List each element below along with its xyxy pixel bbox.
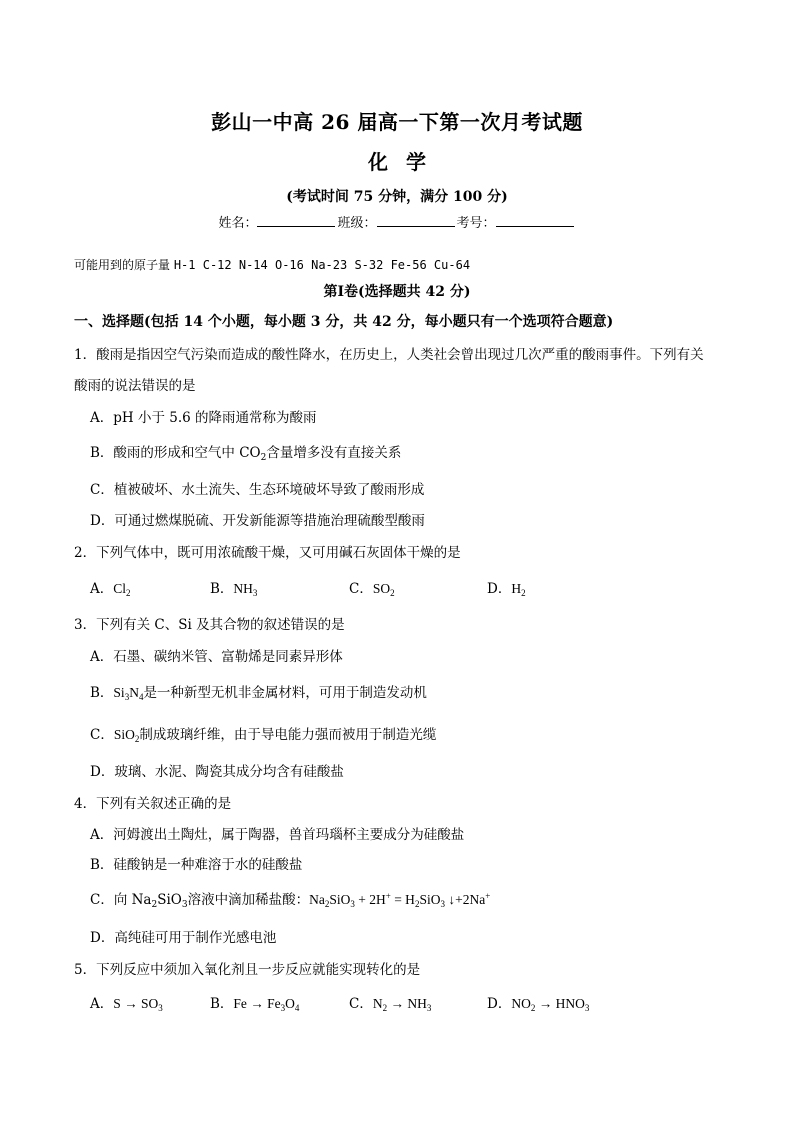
q1-b-sub: 2 [260,453,267,463]
atomic-masses-label: 可能用到的原子量 [74,258,174,272]
q4-eq-sub2: 3 [350,899,355,909]
q3-b-post: 是一种新型无机非金属材料，可用于制造发动机 [143,685,427,701]
q3-c-label: C． [90,727,114,743]
q5-option-b [210,992,299,1012]
q3-b-formula1: Si [113,685,125,700]
q3-stem: 3．下列有关 C、Si 及其合物的叙述错误的是 [74,617,345,633]
q3-c-sub: 2 [134,734,140,744]
q2-b-formula: NH [233,581,253,596]
q4-c-sub1: 2 [151,900,158,910]
q4-c-mid1: SiO [157,892,182,908]
q3-option-a: A．石墨、碳纳米管、富勒烯是同素异形体 [90,649,343,665]
q1-option-a: A．pH 小于 5.6 的降雨通常称为酸雨 [90,410,317,426]
q5-d-sub2: 3 [584,1003,590,1013]
q5-a-formula: S → SO [113,996,159,1011]
q3-b-label: B． [90,685,114,701]
q5-stem: 5．下列反应中须加入氧化剂且一步反应就能实现转化的是 [74,962,421,978]
q2-option-c [349,577,395,597]
q2-a-sub: 2 [126,588,131,598]
q4-option-b: B．硅酸钠是一种难溶于水的硅酸盐 [90,857,303,873]
q5-option-a [90,992,163,1012]
q2-a-label: A． [90,581,114,597]
q4-eq-sub1: 2 [324,899,330,909]
q2-a-formula: Cl [113,581,127,596]
q2-option-d [487,577,526,597]
q5-b-sub2: 4 [294,1003,300,1013]
section-title: 一、选择题(包括 14 个小题，每小题 3 分，共 42 分，每小题只有一个选项符合题意) [74,314,614,330]
q4-eq-sup1: + [385,891,391,901]
q3-b-formula2: N [129,685,139,700]
q2-b-label: B． [210,581,234,597]
q1-option-b [90,441,401,461]
q2-d-label: D． [487,581,512,597]
q1-b-pre: B．酸雨的形成和空气中 CO [90,445,261,461]
q4-c-mid2: 溶液中滴加稀盐酸： [187,892,310,908]
name-label: 姓名： [218,216,258,231]
q5-c-label: C． [349,996,373,1012]
atomic-masses [74,256,470,273]
q5-d-formula2: → HNO [535,996,585,1011]
q5-option-d [487,992,589,1012]
q2-c-label: C． [349,581,373,597]
q5-b-formula2: O [285,996,295,1011]
class-label: 班级： [337,216,377,231]
q4-c-equation [309,892,490,907]
q5-d-sub1: 2 [530,1003,536,1013]
q4-eq-sub4: 3 [440,899,445,909]
q5-option-c [349,992,431,1012]
q4-eq-part1: Na [309,892,325,907]
q1-stem-line1: 1．酸雨是指因空气污染而造成的酸性降水，在历史上，人类社会曾出现过几次严重的酸雨事件。下列有关 [74,347,704,363]
q5-b-label: B． [210,996,234,1012]
q2-c-sub: 2 [390,588,395,598]
number-label: 考号： [456,216,496,231]
number-blank [496,214,574,227]
q4-eq-part5: SiO [419,892,441,907]
q2-option-a [90,577,131,597]
atomic-masses-values: H-1 C-12 N-14 O-16 Na-23 S-32 Fe-56 Cu-64 [173,258,471,272]
q5-d-formula1: NO [511,996,531,1011]
q2-option-b [210,577,257,597]
q2-c-formula: SO [372,581,391,596]
q5-c-sub2: 3 [426,1003,432,1013]
q2-d-sub: 2 [521,588,526,598]
q3-option-d: D．玻璃、水泥、陶瓷其成分均含有硅酸盐 [90,764,344,780]
q3-c-post: 制成玻璃纤维，由于导电能力强而被用于制造光缆 [139,727,437,743]
exam-title: 彭山一中高 26 届高一下第一次月考试题 [211,110,583,134]
q4-eq-part2: SiO [329,892,351,907]
q2-d-formula: H [511,581,522,596]
q1-option-d: D．可通过燃煤脱硫、开发新能源等措施治理硫酸型酸雨 [90,513,425,529]
q3-b-sub1: 3 [124,692,130,702]
q1-option-c: C．植被破坏、水土流失、生态环境破坏导致了酸雨形成 [90,482,425,498]
q4-eq-part6: ↓+2Na [444,892,486,907]
q2-b-sub: 3 [252,588,258,598]
q1-stem-line2: 酸雨的说法错误的是 [74,378,196,394]
q4-eq-part4: = H [390,892,415,907]
q4-option-d: D．高纯硅可用于制作光感电池 [90,930,277,946]
q4-eq-sub3: 2 [414,899,420,909]
q1-b-post: 含量增多没有直接关系 [266,445,402,461]
student-info-row [0,212,794,231]
q4-c-sub2: 3 [181,900,188,910]
volume-title: 第Ⅰ卷(选择题共 42 分) [323,284,471,300]
q5-c-sub1: 2 [382,1003,388,1013]
q5-b-sub1: 3 [280,1003,286,1013]
q2-stem: 2．下列气体中，既可用浓硫酸干燥，又可用碱石灰固体干燥的是 [74,545,461,561]
q5-a-sub: 3 [158,1003,163,1013]
q4-eq-sup2: + [485,891,491,901]
q5-b-formula1: Fe → Fe [233,996,281,1011]
class-blank [377,214,455,227]
q3-option-b [90,681,427,701]
exam-time-info: (考试时间 75 分钟，满分 100 分) [286,189,508,205]
q4-stem: 4．下列有关叙述正确的是 [74,796,232,812]
subject-title: 化学 [368,150,444,174]
q4-option-c [90,888,490,908]
q4-option-a: A．河姆渡出土陶灶，属于陶器，兽首玛瑙杯主要成分为硅酸盐 [90,827,465,843]
q5-c-formula1: N [372,996,383,1011]
q5-d-label: D． [487,996,512,1012]
q5-a-label: A． [90,996,114,1012]
q4-c-pre: C．向 Na [90,892,152,908]
q3-b-sub2: 4 [138,692,144,702]
name-blank [257,214,335,227]
q3-option-c [90,723,436,743]
q4-eq-part3: + 2H [354,892,386,907]
q5-c-formula2: → NH [387,996,427,1011]
q3-c-formula: SiO [113,727,135,742]
